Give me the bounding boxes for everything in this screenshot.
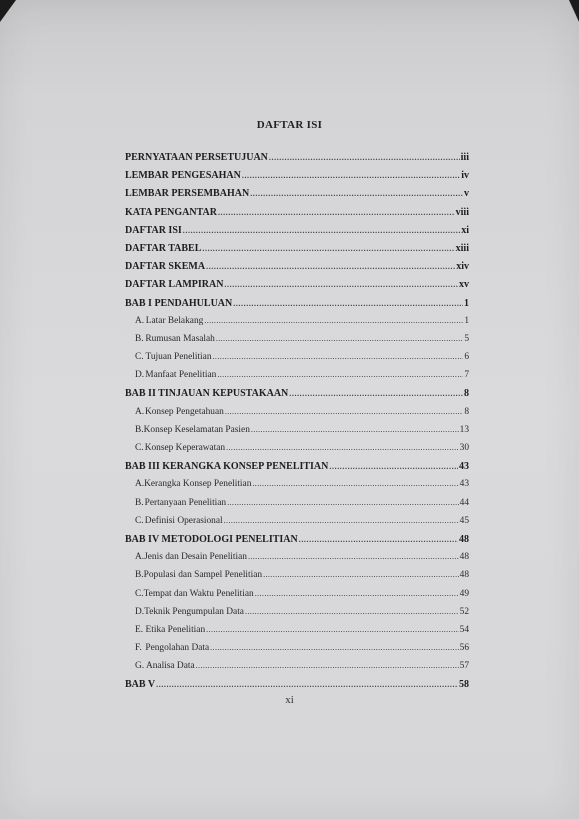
toc-entry-label: Pengolahan Data [145,643,210,654]
toc-section-row [125,552,469,570]
toc-chapter-row [125,279,469,297]
toc-page-number: 45 [459,515,469,526]
toc-chapter-row [125,207,469,225]
page-corner-shadow [0,0,16,22]
toc-section-row [125,643,469,661]
toc-page-number: 58 [459,679,469,691]
toc-dot-leader [263,570,459,579]
toc-dot-leader [210,643,458,652]
toc-page-number: 6 [464,352,469,363]
toc-page-number: 7 [464,370,469,381]
toc-page-number: 56 [459,643,469,654]
toc-section-row [125,570,469,588]
toc-section-row [125,607,469,625]
toc-dot-leader [299,535,458,544]
toc-page-number: 48 [459,570,469,581]
toc-dot-leader [156,680,458,689]
toc-section-letter: B. [135,497,144,508]
toc-dot-leader [196,661,459,670]
toc-section-letter: C. [135,352,144,363]
toc-section-letter: D. [135,370,145,381]
toc-dot-leader [217,370,463,379]
toc-entry-label: BAB I PENDAHULUAN [125,297,233,309]
toc-page-number: xiii [455,242,469,254]
toc-dot-leader [224,516,459,525]
toc-entry-label: BAB II TINJAUAN KEPUSTAKAAN [125,388,289,400]
toc-section-letter: A. [135,479,145,490]
toc-entry-label: Rumusan Masalah [145,333,215,344]
toc-dot-leader [226,443,459,452]
page-number: xi [285,694,294,706]
toc-entry-label: Konsep Keselamatan Pasien [143,424,250,435]
toc-dot-leader [250,189,463,198]
toc-entry-label: PERNYATAAN PERSETUJUAN [125,152,268,163]
toc-dot-leader [202,244,454,253]
toc-page-number: 1 [464,297,469,309]
toc-dot-leader [242,171,460,180]
toc-page-number: 13 [459,424,469,435]
page-title: DAFTAR ISI [256,119,323,131]
toc-entry-label: BAB III KERANGKA KONSEP PENELITIAN [125,461,329,473]
toc-page-number: 43 [459,461,469,473]
toc-dot-leader [245,607,459,616]
toc-dot-leader [255,589,459,598]
toc-entry-label: Tempat dan Waktu Penelitian [143,588,254,599]
toc-section-row [125,334,469,352]
toc-dot-leader [224,280,458,289]
toc-page-number: xi [461,224,469,236]
toc-section-letter: A. [135,552,145,563]
toc-section-row [125,498,469,516]
toc-entry-label: LEMBAR PERSEMBAHAN [125,188,250,200]
toc-chapter-row [125,152,469,170]
toc-dot-leader [183,226,460,235]
toc-page-number: 48 [459,533,469,545]
toc-section-letter: C. [135,515,144,526]
toc-entry-label: DAFTAR ISI [125,224,182,236]
toc-chapter-row [125,225,469,243]
toc-chapter-row [125,298,469,316]
toc-section-row [125,661,469,679]
toc-entry-label: DAFTAR TABEL [125,242,202,254]
toc-page-number: iv [461,170,469,182]
toc-dot-leader [289,389,463,398]
toc-dot-leader [216,334,463,343]
toc-page-number: 48 [459,552,469,563]
toc-section-row [125,316,469,334]
toc-page-number: 54 [459,624,469,635]
toc-entry-label: Pertanyaan Penelitian [144,497,227,508]
toc-dot-leader [251,425,459,434]
toc-page-number: 49 [459,588,469,599]
toc-entry-label: Etika Penelitian [145,624,206,635]
toc-dot-leader [227,498,459,507]
toc-entry-label: DAFTAR LAMPIRAN [125,279,224,291]
toc-page-number: viii [455,206,469,218]
toc-entry-label: BAB V [125,679,156,691]
toc-entry-label: Definisi Operasional [144,515,223,526]
toc-chapter-row [125,261,469,279]
toc-page-number: iii [460,152,469,163]
toc-page-number: 8 [464,388,469,400]
toc-entry-label: Tujuan Penelitian [145,352,212,363]
toc-entry-label: Manfaat Penelitian [145,370,217,381]
toc-page-number: 57 [459,661,469,672]
toc-section-row [125,625,469,643]
toc-section-row [125,589,469,607]
toc-section-letter: B. [135,424,144,435]
toc-page-number: 5 [464,333,469,344]
toc-dot-leader [329,462,458,471]
toc-chapter-row [125,388,469,406]
toc-entry-label: KATA PENGANTAR [125,206,217,218]
toc-entry-label: Analisa Data [145,661,195,672]
table-of-contents [125,152,469,698]
toc-page-number: 30 [459,443,469,453]
toc-chapter-row [125,170,469,188]
toc-dot-leader [233,299,463,308]
toc-dot-leader [225,407,463,416]
toc-section-row [125,370,469,388]
toc-page-number: 1 [464,315,469,326]
toc-dot-leader [269,153,460,162]
toc-chapter-row [125,243,469,261]
toc-chapter-row [125,188,469,206]
toc-entry-label: LEMBAR PENGESAHAN [125,170,241,182]
toc-page-number: 43 [459,479,469,490]
toc-section-letter: A. [135,315,145,326]
toc-page-number: 8 [464,406,469,417]
toc-page-number: xiv [456,261,469,273]
toc-entry-label: Populasi dan Sampel Penelitian [143,570,263,581]
toc-section-letter: E. [135,624,144,635]
toc-section-row [125,407,469,425]
page-corner-shadow [569,0,579,22]
toc-dot-leader [248,552,459,561]
toc-entry-label: Konsep Pengetahuan [144,406,224,417]
toc-page-number: 52 [459,606,469,617]
toc-section-row [125,443,469,461]
toc-entry-label: DAFTAR SKEMA [125,261,206,273]
toc-dot-leader [252,479,458,488]
toc-dot-leader [213,352,464,361]
toc-dot-leader [206,625,458,634]
toc-dot-leader [218,208,455,217]
toc-section-letter: F. [135,643,142,654]
toc-section-row [125,516,469,534]
toc-section-letter: C. [135,443,144,453]
toc-section-letter: G. [135,661,145,672]
toc-section-letter: B. [135,333,144,344]
toc-section-letter: A. [135,406,145,417]
toc-chapter-row [125,534,469,552]
toc-entry-label: BAB IV METODOLOGI PENELITIAN [125,533,298,545]
toc-page-number: 44 [459,497,469,508]
toc-entry-label: Kerangka Konsep Penelitian [144,479,252,490]
toc-dot-leader [206,262,455,271]
toc-section-letter: D. [135,606,145,617]
toc-section-row [125,352,469,370]
toc-entry-label: Teknik Pengumpulan Data [144,606,244,617]
toc-page-number: xv [459,279,469,291]
toc-page-number: v [464,188,469,200]
toc-entry-label: Latar Belakang [145,315,204,326]
toc-section-letter: C. [135,588,144,599]
toc-entry-label: Konsep Keperawatan [144,443,226,453]
toc-section-row [125,479,469,497]
toc-entry-label: Jenis dan Desain Penelitian [144,552,247,563]
toc-dot-leader [204,316,463,325]
toc-section-letter: B. [135,570,144,581]
toc-chapter-row [125,461,469,479]
toc-section-row [125,425,469,443]
